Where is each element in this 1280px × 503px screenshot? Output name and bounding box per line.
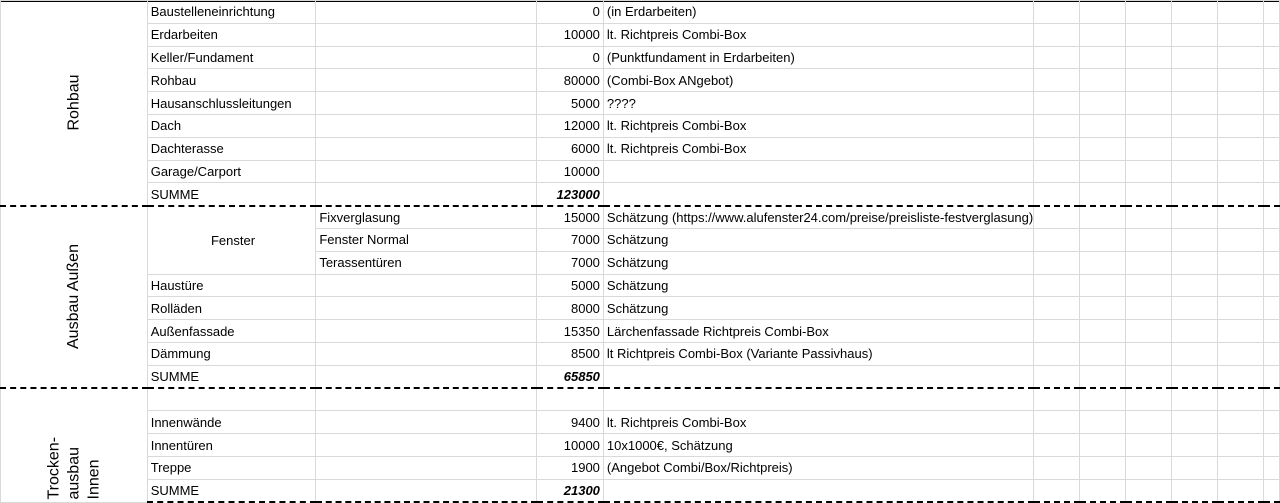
empty-cell[interactable] (1218, 92, 1264, 115)
empty-cell[interactable] (1171, 46, 1217, 69)
empty-cell[interactable] (1125, 365, 1171, 388)
empty-cell[interactable] (1263, 114, 1279, 137)
item-cell[interactable]: Dämmung (147, 342, 316, 365)
section-title-line: ausbau (65, 446, 83, 500)
sub-cell[interactable] (316, 320, 536, 343)
empty-cell[interactable] (1034, 228, 1080, 251)
section-title-line: Innen (85, 458, 103, 500)
empty-cell[interactable] (1218, 1, 1264, 24)
note-cell[interactable]: Schätzung (603, 274, 1033, 297)
table-row (1, 434, 1280, 457)
empty-cell[interactable] (1080, 69, 1126, 92)
empty-cell[interactable] (1034, 183, 1080, 206)
empty-cell[interactable] (1080, 137, 1126, 160)
empty-cell[interactable] (1080, 479, 1126, 502)
value-cell[interactable]: 5000 (536, 92, 603, 115)
empty-cell[interactable] (1034, 46, 1080, 69)
empty-cell[interactable] (1125, 183, 1171, 206)
empty-cell[interactable] (1080, 92, 1126, 115)
item-cell[interactable]: Keller/Fundament (147, 46, 316, 69)
empty-cell[interactable] (1218, 160, 1264, 183)
note-cell[interactable]: Schätzung (603, 251, 1033, 274)
sum-row (1, 365, 1280, 388)
empty-cell[interactable] (1125, 479, 1171, 502)
empty-cell[interactable] (1171, 183, 1217, 206)
empty-cell[interactable] (1263, 23, 1279, 46)
table-row (1, 411, 1280, 434)
item-cell[interactable]: Erdarbeiten (147, 23, 316, 46)
table-row (1, 456, 1280, 479)
section-title (1, 389, 147, 501)
note-cell[interactable]: (in Erdarbeiten) (603, 1, 1033, 24)
note-cell[interactable] (603, 183, 1033, 206)
item-cell[interactable]: Außenfassade (147, 320, 316, 343)
empty-cell[interactable] (1263, 1, 1279, 24)
empty-cell[interactable] (1263, 388, 1279, 411)
empty-cell[interactable] (1171, 342, 1217, 365)
empty-cell[interactable] (1171, 251, 1217, 274)
empty-cell[interactable] (1080, 365, 1126, 388)
empty-cell[interactable] (1218, 69, 1264, 92)
value-cell[interactable]: 7000 (536, 228, 603, 251)
section-title-line: Trocken- (45, 436, 63, 500)
empty-cell[interactable] (1125, 46, 1171, 69)
value-cell[interactable]: 9400 (536, 411, 603, 434)
table-row (1, 206, 1280, 229)
value-cell[interactable]: 10000 (536, 434, 603, 457)
sum-value[interactable]: 123000 (536, 183, 603, 206)
table-row (1, 342, 1280, 365)
empty-cell[interactable] (1218, 251, 1264, 274)
empty-cell[interactable] (1263, 137, 1279, 160)
empty-cell[interactable] (1263, 456, 1279, 479)
empty-cell[interactable] (1218, 456, 1264, 479)
sub-cell[interactable] (316, 365, 536, 388)
note-cell[interactable]: (Combi-Box ANgebot) (603, 69, 1033, 92)
sub-cell[interactable] (316, 456, 536, 479)
empty-cell[interactable] (1080, 456, 1126, 479)
value-cell[interactable]: 8000 (536, 297, 603, 320)
empty-cell[interactable] (1034, 274, 1080, 297)
note-cell[interactable]: lt Richtpreis Combi-Box (Variante Passivhaus) (603, 342, 1033, 365)
empty-cell[interactable] (1125, 342, 1171, 365)
empty-cell[interactable] (1080, 46, 1126, 69)
table-row (1, 69, 1280, 92)
sub-cell[interactable]: Fixverglasung (316, 206, 536, 229)
sub-cell[interactable] (316, 114, 536, 137)
note-cell[interactable] (603, 160, 1033, 183)
empty-cell[interactable] (1034, 137, 1080, 160)
empty-cell[interactable] (1034, 160, 1080, 183)
value-cell[interactable]: 10000 (536, 23, 603, 46)
empty-cell[interactable] (1080, 388, 1126, 411)
empty-cell[interactable] (1171, 274, 1217, 297)
sub-cell[interactable] (316, 160, 536, 183)
empty-cell[interactable] (1034, 1, 1080, 24)
empty-cell[interactable] (1171, 206, 1217, 229)
empty-cell[interactable] (1171, 69, 1217, 92)
empty-cell[interactable] (1218, 183, 1264, 206)
empty-cell[interactable] (1263, 46, 1279, 69)
empty-cell[interactable] (1125, 114, 1171, 137)
empty-cell[interactable] (1034, 388, 1080, 411)
table-row (1, 160, 1280, 183)
empty-cell[interactable] (1034, 92, 1080, 115)
note-cell[interactable]: 10x1000€, Schätzung (603, 434, 1033, 457)
empty-cell[interactable] (1218, 342, 1264, 365)
empty-cell[interactable] (1125, 456, 1171, 479)
empty-cell[interactable] (1218, 274, 1264, 297)
sum-value[interactable]: 65850 (536, 365, 603, 388)
note-cell[interactable]: lt. Richtpreis Combi-Box (603, 411, 1033, 434)
empty-cell[interactable] (1125, 274, 1171, 297)
sum-label[interactable]: SUMME (147, 183, 316, 206)
empty-cell[interactable] (1125, 320, 1171, 343)
empty-cell[interactable] (1263, 160, 1279, 183)
section-title: Rohbau (65, 74, 83, 131)
item-cell[interactable]: Rolläden (147, 297, 316, 320)
note-cell[interactable]: ???? (603, 92, 1033, 115)
value-cell[interactable]: 12000 (536, 114, 603, 137)
sub-cell[interactable] (316, 434, 536, 457)
empty-cell[interactable] (1125, 434, 1171, 457)
sub-cell[interactable] (316, 388, 536, 411)
empty-cell[interactable] (1080, 342, 1126, 365)
section-label-ausbau (1, 206, 148, 388)
note-cell[interactable]: Schätzung (603, 297, 1033, 320)
empty-cell[interactable] (1171, 114, 1217, 137)
item-cell[interactable] (147, 388, 316, 411)
note-cell[interactable] (603, 388, 1033, 411)
empty-cell[interactable] (1218, 365, 1264, 388)
empty-cell[interactable] (1125, 160, 1171, 183)
empty-cell[interactable] (1125, 388, 1171, 411)
sub-cell[interactable] (316, 92, 536, 115)
sum-row (1, 479, 1280, 502)
empty-cell[interactable] (1080, 320, 1126, 343)
sub-cell[interactable] (316, 137, 536, 160)
empty-cell[interactable] (1218, 297, 1264, 320)
value-cell[interactable]: 5000 (536, 274, 603, 297)
empty-cell[interactable] (1171, 297, 1217, 320)
item-cell[interactable]: Innentüren (147, 434, 316, 457)
empty-cell[interactable] (1218, 114, 1264, 137)
empty-cell[interactable] (1125, 297, 1171, 320)
item-cell[interactable]: Baustelleneinrichtung (147, 1, 316, 24)
note-cell[interactable]: Schätzung (603, 228, 1033, 251)
empty-cell[interactable] (1125, 69, 1171, 92)
sub-cell[interactable] (316, 297, 536, 320)
empty-cell[interactable] (1263, 411, 1279, 434)
empty-cell[interactable] (1171, 479, 1217, 502)
empty-cell[interactable] (1034, 456, 1080, 479)
empty-cell[interactable] (1263, 320, 1279, 343)
sub-cell[interactable] (316, 23, 536, 46)
empty-cell[interactable] (1080, 23, 1126, 46)
empty-cell[interactable] (1080, 297, 1126, 320)
empty-cell[interactable] (1218, 228, 1264, 251)
value-cell[interactable]: 15000 (536, 206, 603, 229)
table-row (1, 46, 1280, 69)
empty-cell[interactable] (1171, 1, 1217, 24)
fenster-label[interactable]: Fenster (147, 206, 316, 274)
empty-cell[interactable] (1171, 137, 1217, 160)
empty-cell[interactable] (1171, 456, 1217, 479)
empty-cell[interactable] (1125, 23, 1171, 46)
empty-cell[interactable] (1263, 297, 1279, 320)
note-cell[interactable]: Lärchenfassade Richtpreis Combi-Box (603, 320, 1033, 343)
sub-cell[interactable] (316, 46, 536, 69)
empty-cell[interactable] (1218, 320, 1264, 343)
empty-cell[interactable] (1034, 69, 1080, 92)
empty-cell[interactable] (1034, 479, 1080, 502)
empty-cell[interactable] (1171, 411, 1217, 434)
empty-cell[interactable] (1171, 23, 1217, 46)
empty-cell[interactable] (1171, 228, 1217, 251)
empty-cell[interactable] (1125, 411, 1171, 434)
empty-cell[interactable] (1263, 228, 1279, 251)
empty-cell[interactable] (1171, 365, 1217, 388)
note-cell[interactable]: (Angebot Combi/Box/Richtpreis) (603, 456, 1033, 479)
value-cell[interactable] (536, 388, 603, 411)
empty-cell[interactable] (1080, 411, 1126, 434)
table-row (1, 137, 1280, 160)
table-row (1, 1, 1280, 24)
empty-cell[interactable] (1034, 434, 1080, 457)
item-cell[interactable]: Haustüre (147, 274, 316, 297)
sum-label[interactable]: SUMME (147, 479, 316, 502)
empty-cell[interactable] (1263, 92, 1279, 115)
empty-cell[interactable] (1171, 92, 1217, 115)
empty-cell[interactable] (1034, 23, 1080, 46)
note-cell[interactable] (603, 479, 1033, 502)
empty-cell[interactable] (1171, 434, 1217, 457)
empty-cell[interactable] (1218, 46, 1264, 69)
empty-cell[interactable] (1218, 137, 1264, 160)
empty-cell[interactable] (1171, 388, 1217, 411)
sub-cell[interactable] (316, 69, 536, 92)
section-label-rohbau (1, 1, 148, 206)
table-row (1, 274, 1280, 297)
sub-cell[interactable] (316, 411, 536, 434)
empty-cell[interactable] (1218, 479, 1264, 502)
section-title: Ausbau Außen (65, 244, 83, 350)
item-cell[interactable]: Garage/Carport (147, 160, 316, 183)
table-row (1, 114, 1280, 137)
value-cell[interactable]: 0 (536, 46, 603, 69)
empty-cell[interactable] (1171, 160, 1217, 183)
empty-cell[interactable] (1080, 228, 1126, 251)
value-cell[interactable]: 6000 (536, 137, 603, 160)
item-cell[interactable]: Innenwände (147, 411, 316, 434)
sum-value[interactable]: 21300 (536, 479, 603, 502)
empty-cell[interactable] (1263, 479, 1279, 502)
empty-cell[interactable] (1263, 206, 1279, 229)
value-cell[interactable]: 80000 (536, 69, 603, 92)
empty-cell[interactable] (1034, 251, 1080, 274)
empty-cell[interactable] (1080, 251, 1126, 274)
empty-cell[interactable] (1034, 320, 1080, 343)
item-cell[interactable]: Dachterasse (147, 137, 316, 160)
empty-cell[interactable] (1263, 365, 1279, 388)
item-cell[interactable]: Rohbau (147, 69, 316, 92)
note-cell[interactable]: lt. Richtpreis Combi-Box (603, 137, 1033, 160)
note-cell[interactable]: lt. Richtpreis Combi-Box (603, 23, 1033, 46)
empty-cell[interactable] (1263, 183, 1279, 206)
value-cell[interactable]: 15350 (536, 320, 603, 343)
empty-cell[interactable] (1218, 411, 1264, 434)
item-cell[interactable]: Hausanschlussleitungen (147, 92, 316, 115)
table-row (1, 23, 1280, 46)
empty-cell[interactable] (1034, 297, 1080, 320)
note-cell[interactable]: (Punktfundament in Erdarbeiten) (603, 46, 1033, 69)
sub-cell[interactable] (316, 274, 536, 297)
empty-cell[interactable] (1218, 23, 1264, 46)
empty-cell[interactable] (1171, 320, 1217, 343)
sub-cell[interactable]: Fenster Normal (316, 228, 536, 251)
empty-cell[interactable] (1080, 274, 1126, 297)
table-row (1, 297, 1280, 320)
sum-label[interactable]: SUMME (147, 365, 316, 388)
value-cell[interactable]: 1900 (536, 456, 603, 479)
sum-row (1, 183, 1280, 206)
sub-cell[interactable] (316, 183, 536, 206)
empty-cell[interactable] (1125, 206, 1171, 229)
empty-cell[interactable] (1263, 342, 1279, 365)
empty-cell[interactable] (1263, 69, 1279, 92)
value-cell[interactable]: 10000 (536, 160, 603, 183)
value-cell[interactable]: 7000 (536, 251, 603, 274)
note-cell[interactable] (603, 365, 1033, 388)
empty-cell[interactable] (1034, 342, 1080, 365)
empty-cell[interactable] (1080, 434, 1126, 457)
sub-cell[interactable] (316, 342, 536, 365)
empty-cell[interactable] (1080, 1, 1126, 24)
empty-cell[interactable] (1125, 251, 1171, 274)
empty-cell[interactable] (1080, 160, 1126, 183)
empty-cell[interactable] (1080, 114, 1126, 137)
empty-cell[interactable] (1125, 1, 1171, 24)
empty-cell[interactable] (1218, 434, 1264, 457)
note-cell[interactable]: Schätzung (https://www.alufenster24.com/preise/preisliste-festverglasung) (603, 206, 1033, 229)
sub-cell[interactable] (316, 1, 536, 24)
empty-cell[interactable] (1263, 434, 1279, 457)
empty-cell[interactable] (1125, 228, 1171, 251)
empty-cell[interactable] (1263, 251, 1279, 274)
empty-cell[interactable] (1034, 114, 1080, 137)
empty-cell[interactable] (1034, 206, 1080, 229)
empty-cell[interactable] (1034, 365, 1080, 388)
empty-cell[interactable] (1263, 274, 1279, 297)
item-cell[interactable]: Dach (147, 114, 316, 137)
table-row (1, 320, 1280, 343)
empty-cell[interactable] (1080, 206, 1126, 229)
table-row (1, 388, 1280, 411)
empty-cell[interactable] (1125, 137, 1171, 160)
empty-cell[interactable] (1218, 206, 1264, 229)
value-cell[interactable]: 8500 (536, 342, 603, 365)
sub-cell[interactable]: Terassentüren (316, 251, 536, 274)
empty-cell[interactable] (1034, 411, 1080, 434)
note-cell[interactable]: lt. Richtpreis Combi-Box (603, 114, 1033, 137)
sub-cell[interactable] (316, 479, 536, 502)
empty-cell[interactable] (1080, 183, 1126, 206)
empty-cell[interactable] (1125, 92, 1171, 115)
item-cell[interactable]: Treppe (147, 456, 316, 479)
value-cell[interactable]: 0 (536, 1, 603, 24)
empty-cell[interactable] (1218, 388, 1264, 411)
table-row (1, 92, 1280, 115)
section-label-trockenbau (1, 388, 148, 502)
